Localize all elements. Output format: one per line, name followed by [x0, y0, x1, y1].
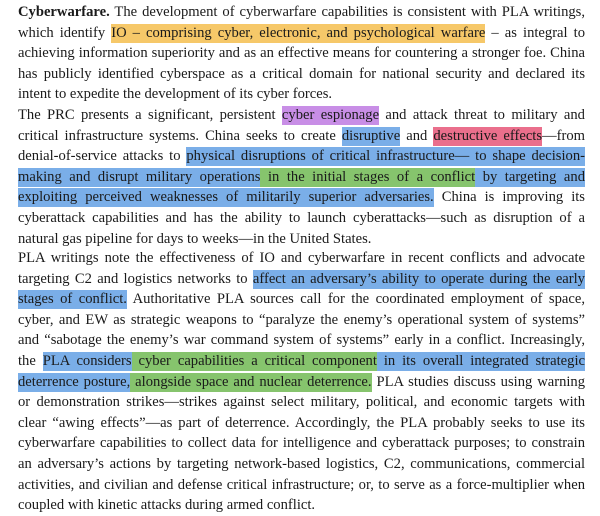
highlight-blue: in its overall integrated strategic deterrence posture, [18, 352, 585, 390]
highlight-blue: disruptive [341, 127, 401, 144]
paragraph-pla-writings [18, 248, 585, 516]
highlight-blue: PLA considers [42, 352, 132, 369]
text-segment: The PRC presents a significant, persistent [18, 107, 282, 123]
text-segment: and [400, 127, 434, 144]
highlight-orange: IO – comprising cyber, electronic, and psychological warfare [111, 24, 486, 41]
highlight-green: in the initial stages of a conflict [260, 168, 476, 185]
highlight-pink: destructive effects [433, 127, 543, 144]
paragraph-cyberwarfare [18, 2, 585, 105]
highlight-blue: physical disruptions of critical infrastructure— to shape decision-making and disrupt military operations [18, 148, 585, 185]
text-segment: – as integral to achieving information superiority and as an effective means for countering a stronger foe. China has publicly identified cyberspace as a critical domain for national security and declared its intent to expedite the development of its cyber forces. [18, 24, 585, 103]
paragraph-lead-heading: Cyberwarfare. [18, 4, 110, 20]
text-segment: and attack threat to military and critical infrastructure systems. China seeks to create [18, 107, 585, 144]
highlight-purple: cyber espionage [281, 107, 380, 123]
highlight-blue: affect an adversary’s ability to operate during the early stages of conflict. [18, 270, 585, 308]
text-segment: —from denial-of-service attacks to [18, 127, 586, 165]
highlight-green: cyber capabilities a critical component [131, 352, 377, 369]
text-segment: PLA studies discuss using warning or demonstration strikes—strikes against select military, political, and economic targets with clear “awing effects”—as part of deterrence. Accordingly, the PLA probably seeks to use its cyberwarfare capabilities to collect data for intelligence and cyberattack purposes; to constrain an adversary’s actions by targeting network-based logistics, C2, communications, commercial activities, and civilian and defense critical infrastructure; or, to serve as a force-multiplier when coupled with kinetic attacks during armed conflict. [18, 373, 586, 514]
highlight-blue: by targeting and exploiting perceived weaknesses of militarily superior adversaries. [18, 168, 585, 206]
text-segment: PLA writings note the effectiveness of IO and cyberwarfare in recent conflicts and advocate targeting C2 and logistics networks to [18, 250, 585, 287]
paragraph-prc-threat [18, 105, 585, 249]
text-segment: The development of cyberwarfare capabilities is consistent with PLA writings, which identify [18, 4, 585, 41]
text-segment: Authoritative PLA sources call for the coordinated employment of space, cyber, and EW as strategic weapons to “paralyze the enemy’s operational system of systems” and “sabotage the enemy’s war command system of systems” early in a conflict. Increasingly, the [18, 291, 585, 369]
text-segment: China is improving its cyberattack capabilities and has the ability to launch cyberattacks—such as disruption of a natural gas pipeline for days to weeks—in the United States. [18, 189, 585, 247]
highlight-green: alongside space and nuclear deterrence. [130, 373, 372, 390]
